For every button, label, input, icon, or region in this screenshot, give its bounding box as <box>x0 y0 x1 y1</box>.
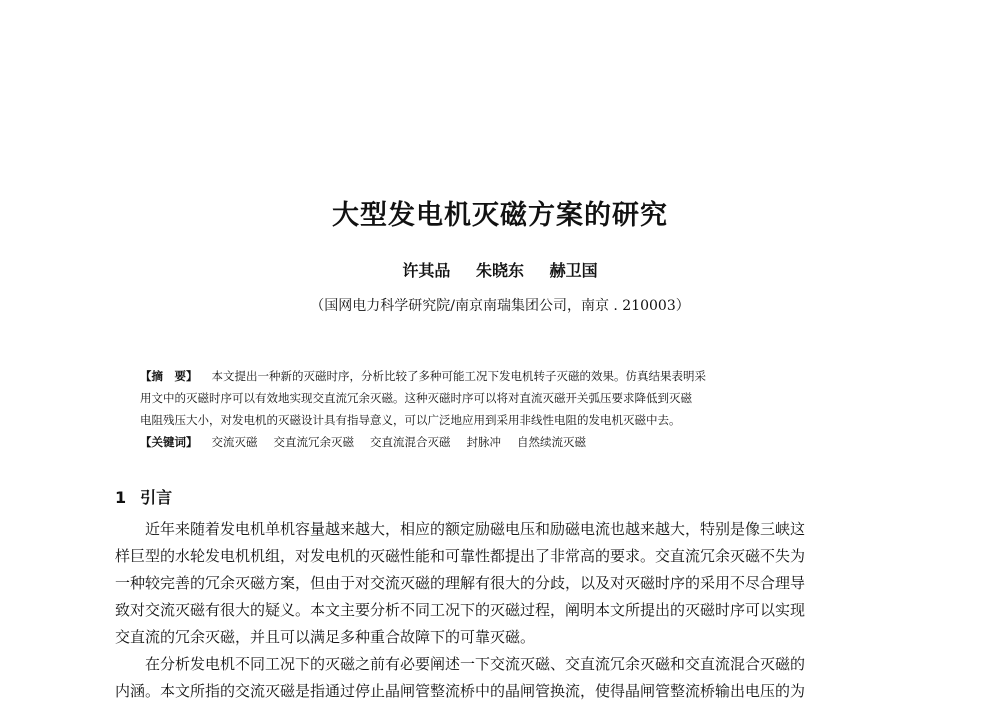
abstract-text: 本文提出一种新的灭磁时序，分析比较了多种可能工况下发电机转子灭磁的效果。仿真结果表明采 <box>211 369 706 383</box>
author-name: 赫卫国 <box>549 261 598 280</box>
keywords-label: 【关键词】 <box>140 435 198 449</box>
keyword: 交直流混合灭磁 <box>370 435 451 449</box>
paper-title: 大型发电机灭磁方案的研究 <box>332 200 668 231</box>
body-text <box>115 516 915 705</box>
abstract-line <box>140 365 870 387</box>
body-line: 在分析发电机不同工况下的灭磁之前有必要阐述一下交流灭磁、交直流冗余灭磁和交直流混合灭磁的 <box>145 655 806 673</box>
body-line: 交直流的冗余灭磁，并且可以满足多种重合故障下的可靠灭磁。 <box>115 628 536 646</box>
keyword: 自然续流灭磁 <box>517 435 586 449</box>
abstract-line: 电阻残压大小，对发电机的灭磁设计具有指导意义，可以广泛地应用到采用非线性电阻的发电机灭磁中去。 <box>140 413 681 427</box>
keyword: 交流灭磁 <box>211 435 258 449</box>
author-name: 许其品 <box>402 261 451 280</box>
affiliation: （国网电力科学研究院/南京南瑞集团公司，南京 . 210003） <box>310 298 690 314</box>
body-line: 致对交流灭磁有很大的疑义。本文主要分析不同工况下的灭磁过程，阐明本文所提出的灭磁时序可以实现 <box>115 601 806 619</box>
section-number: 1 <box>115 488 127 507</box>
body-line: 样巨型的水轮发电机机组，对发电机的灭磁性能和可靠性都提出了非常高的要求。交直流冗余灭磁不失为 <box>115 547 806 565</box>
section-title: 引言 <box>140 488 173 507</box>
section-heading <box>115 485 172 508</box>
abstract-block <box>140 365 870 453</box>
author-name: 朱晓东 <box>475 261 524 280</box>
body-line: 内涵。本文所指的交流灭磁是指通过停止晶闸管整流桥中的晶闸管换流，使得晶闸管整流桥输出电压的为 <box>115 682 806 700</box>
keyword: 封脉冲 <box>466 435 501 449</box>
body-line: 一种较完善的冗余灭磁方案，但由于对交流灭磁的理解有很大的分歧，以及对灭磁时序的采用不尽合理导 <box>115 574 806 592</box>
body-line: 近年来随着发电机单机容量越来越大，相应的额定励磁电压和励磁电流也越来越大，特别是像三峡这 <box>145 520 806 538</box>
abstract-label: 【摘 要】 <box>140 369 198 383</box>
abstract-line: 用文中的灭磁时序可以有效地实现交直流冗余灭磁。这种灭磁时序可以将对直流灭磁开关弧压要求降低到灭磁 <box>140 391 692 405</box>
keyword: 交直流冗余灭磁 <box>273 435 354 449</box>
keywords-line <box>140 431 870 453</box>
author-list <box>0 258 1000 281</box>
